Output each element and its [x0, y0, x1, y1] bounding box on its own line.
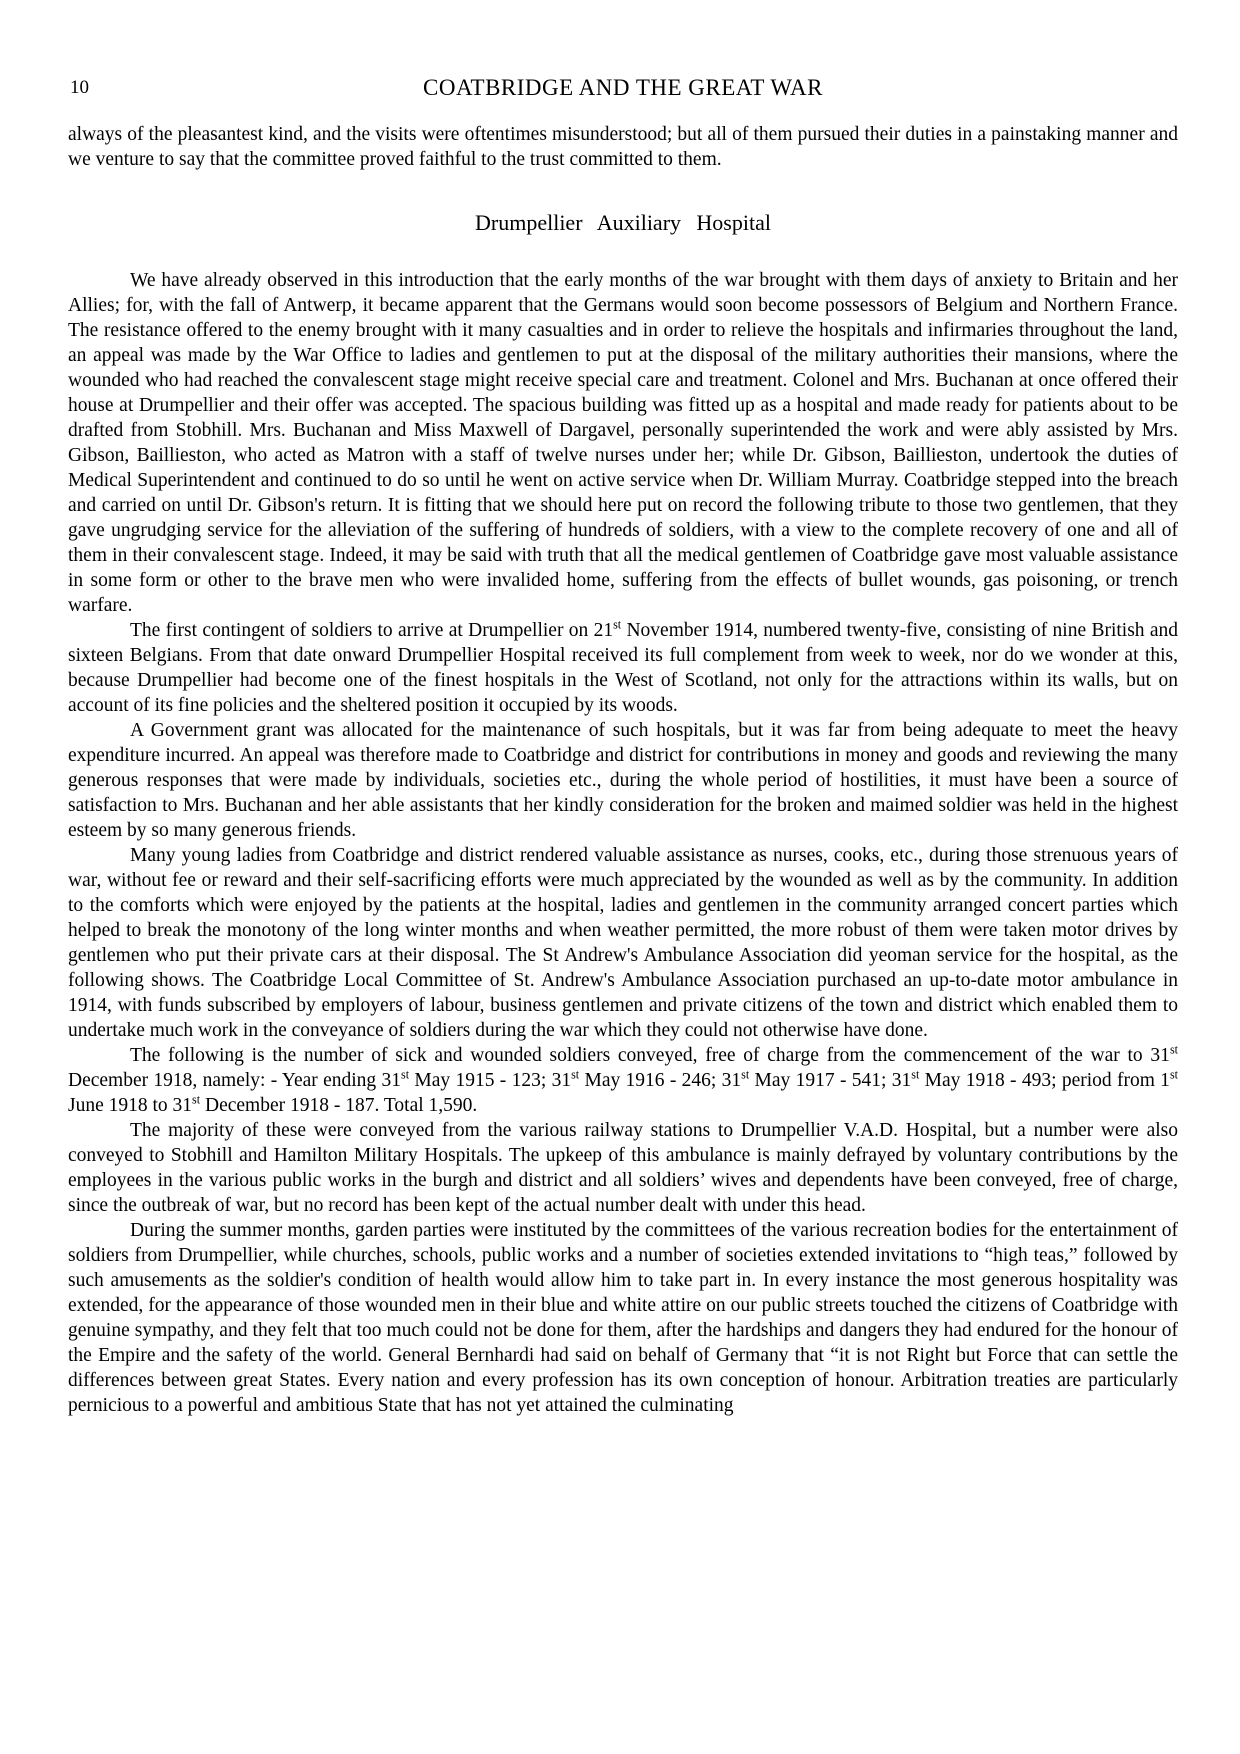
paragraph-1: We have already observed in this introduction that the early months of the war brought with them days of anxiety to Britain and her Allies; for, with the fall of Antwerp, it became apparent that the Germans would soon become possessors of Belgium and Northern France. The resistance offered to the enemy brought with it many casualties and in order to relieve the hospitals and infirmaries throughout the land, an appeal was made by the War Office to ladies and gentlemen to put at the disposal of the military authorities their mansions, where the wounded who had reached the convalescent stage might receive special care and treatment. Colonel and Mrs. Buchanan at once offered their house at Drumpellier and their offer was accepted. The spacious building was fitted up as a hospital and made ready for patients about to be drafted from Stobhill. Mrs. Buchanan and Miss Maxwell of Dargavel, personally superintended the work and were ably assisted by Mrs. Gibson, Baillieston, who acted as Matron with a staff of twelve nurses under her; while Dr. Gibson, Baillieston, undertook the duties of Medical Superintendent and continued to do so until he went on active service when Dr. William Murray. Coatbridge stepped into the breach and carried on until Dr. Gibson's return. It is fitting that we should here put on record the following tribute to those two gentlemen, that they gave ungrudging service for the alleviation of the suffering of hundreds of soldiers, with a view to the complete recovery of one and all of them in their convalescent stage. Indeed, it may be said with truth that all the medical gentlemen of Coatbridge gave most valuable assistance in some form or other to the brave men who were invalided home, suffering from the effects of bullet wounds, gas poisoning, or trench warfare.	[68, 270, 1178, 616]
paragraph-5: The following is the number of sick and wounded soldiers conveyed, free of charge from the commencement of the war to 31st December 1918, namely: - Year ending 31st May 1915 - 123; 31st May 1916 - 246; 31st May 1917 - 541; 31st May 1918 - 493; period from 1st June 1918 to 31st December 1918 - 187. Total 1,590.	[68, 1042, 1178, 1116]
section-heading: Drumpellier Auxiliary Hospital	[475, 210, 771, 235]
paragraph-2: The first contingent of soldiers to arrive at Drumpellier on 21st November 1914, numbered twenty-five, consisting of nine British and sixteen Belgians. From that date onward Drumpellier Hospital received its full complement from week to week, nor do we wonder at this, because Drumpellier had become one of the finest hospitals in the West of Scotland, not only for the attractions within its walls, but on account of its fine policies and the sheltered position it occupied by its woods.	[68, 617, 1179, 716]
paragraph-7: During the summer months, garden parties were instituted by the committees of the various recreation bodies for the entertainment of soldiers from Drumpellier, while churches, schools, public works and a number of societies extended invitations to “high teas,” followed by such amusements as the soldier's condition of health would allow him to take part in. In every instance the most generous hospitality was extended, for the appearance of those wounded men in their blue and white attire on our public streets touched the citizens of Coatbridge with genuine sympathy, and they felt that too much could not be done for them, after the hardships and dangers they had endured for the honour of the Empire and the safety of the world. General Bernhardi had said on behalf of Germany that “it is not Right but Force that can settle the differences between great States. Every nation and every profession has its own conception of honour. Arbitration treaties are particularly pernicious to a powerful and ambitious State that has not yet attained the culminating	[68, 1220, 1178, 1416]
paragraph-4: Many young ladies from Coatbridge and district rendered valuable assistance as nurses, cooks, etc., during those strenuous years of war, without fee or reward and their self-sacrificing efforts were much appreciated by the wounded as well as by the community. In addition to the comforts which were enjoyed by the patients at the hospital, ladies and gentlemen in the community arranged concert parties which helped to break the monotony of the long winter months and when weather permitted, the more robust of them were taken motor drives by gentlemen who put their private cars at their disposal. The St Andrew's Ambulance Association did yeoman service for the hospital, as the following shows. The Coatbridge Local Committee of St. Andrew's Ambulance Association purchased an up-to-date motor ambulance in 1914, with funds subscribed by employers of labour, business gentlemen and private citizens of the town and district which enabled them to undertake much work in the conveyance of soldiers during the war which they could not otherwise have done.	[68, 845, 1178, 1041]
page-header	[68, 74, 1178, 102]
running-title: COATBRIDGE AND THE GREAT WAR	[423, 75, 823, 100]
section-body	[68, 268, 1178, 1418]
paragraph-3: A Government grant was allocated for the maintenance of such hospitals, but it was far from being adequate to meet the heavy expenditure incurred. An appeal was therefore made to Coatbridge and district for contributions in money and goods and reviewing the many generous responses that were made by individuals, societies etc., during the whole period of hostilities, it must have been a source of satisfaction to Mrs. Buchanan and her able assistants that her kindly consideration for the broken and maimed soldier was held in the highest esteem by so many generous friends.	[68, 720, 1178, 841]
continuation-paragraph: always of the pleasantest kind, and the visits were oftentimes misunderstood; but all of them pursued their duties in a painstaking manner and we venture to say that the committee proved faithful to the trust committed to them.	[68, 124, 1178, 170]
paragraph-6: The majority of these were conveyed from the various railway stations to Drumpellier V.A.D. Hospital, but a number were also conveyed to Stobhill and Hamilton Military Hospitals. The upkeep of this ambulance is mainly defrayed by voluntary contributions by the employees in the various public works in the burgh and district and all soldiers’ wives and dependents have been conveyed, free of charge, since the outbreak of war, but no record has been kept of the actual number dealt with under this head.	[68, 1120, 1178, 1216]
page-number: 10	[70, 77, 89, 98]
